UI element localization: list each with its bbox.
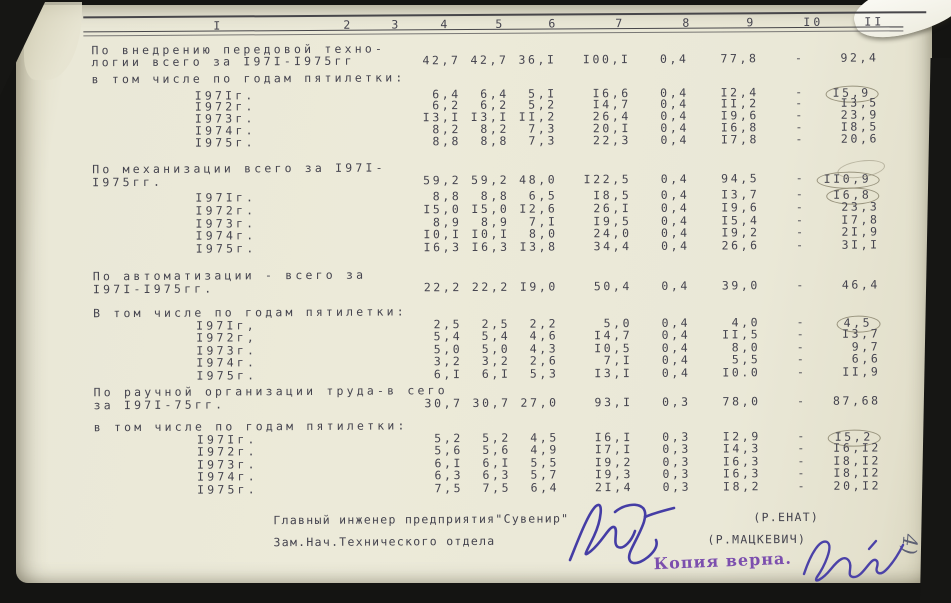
cell-value: 6,3 — [434, 468, 464, 483]
cell-value: I6,3 — [423, 240, 462, 255]
cell-value: 92,4 — [840, 50, 879, 65]
cell-value: 8,9 — [432, 214, 462, 229]
cell-value: I5,4 — [721, 212, 760, 228]
cell-value: 0,3 — [662, 429, 691, 444]
cell-value: 59,2 — [471, 172, 510, 187]
cell-value: 77,8 — [720, 51, 759, 66]
column-header: 7 — [615, 16, 626, 31]
cell-value: II,2 — [518, 109, 557, 124]
table-row — [0, 68, 950, 86]
row-label: I97Iг. — [194, 87, 256, 103]
column-header: 5 — [495, 16, 506, 31]
cell-value: I9,6 — [720, 108, 759, 123]
cell-value: 39,0 — [721, 278, 760, 293]
cell-value: - — [797, 465, 808, 481]
cell-value: I9,5 — [593, 213, 632, 228]
cell-value: 7,5 — [482, 480, 512, 495]
cell-value: 5,4 — [481, 328, 511, 343]
cell-value: 23,9 — [840, 107, 879, 122]
cell-value: - — [795, 96, 805, 111]
cell-value: 5,2 — [434, 430, 463, 445]
cell-value: 50,4 — [593, 279, 632, 294]
row-label: По внедрению передовой техно- — [91, 41, 386, 58]
cell-value: 8,2 — [480, 121, 509, 136]
cell-value: - — [796, 326, 807, 342]
cell-value: 5,0 — [433, 341, 463, 356]
cell-value: I3,I — [594, 365, 633, 380]
cell-value: 4,6 — [529, 328, 559, 343]
cell-value: I2,6 — [519, 201, 558, 216]
cell-value: 8,8 — [432, 189, 462, 204]
row-label: I97Iг, — [196, 317, 257, 333]
cell-value: 6,5 — [528, 188, 558, 203]
cell-value: 5,0 — [481, 341, 511, 356]
cell-value: 5,2 — [482, 430, 511, 445]
cell-value: - — [797, 440, 807, 456]
cell-value: I9,3 — [594, 467, 634, 482]
cell-value: - — [796, 339, 807, 354]
cell-value: - — [795, 199, 806, 214]
cell-value: - — [796, 364, 807, 379]
cell-value: I5,0 — [471, 201, 510, 216]
cell-value: I6,8 — [826, 187, 879, 204]
row-label: I975г. — [194, 134, 256, 150]
row-label: I975г. — [196, 367, 258, 383]
cell-value: 0,3 — [662, 394, 691, 409]
chief-engineer-name: (Р.ЕНАТ) — [753, 509, 820, 525]
cell-value: II,5 — [722, 327, 761, 342]
cell-value: 2I,9 — [841, 224, 880, 240]
column-header: II — [864, 14, 885, 29]
cell-value: 6,I — [481, 366, 511, 381]
cell-value: 6,4 — [480, 86, 509, 101]
row-label: I975г. — [195, 241, 257, 256]
row-label: I972г, — [196, 330, 258, 345]
cell-value: I5,9 — [826, 85, 879, 102]
cell-value: I22,5 — [583, 171, 632, 186]
cell-value: 5,I — [528, 85, 557, 101]
cell-value: 5,2 — [528, 97, 557, 112]
cell-value: 0,4 — [659, 51, 689, 66]
cell-value: I6,8 — [720, 120, 759, 135]
cell-value: 27,0 — [520, 395, 559, 410]
cell-value: I6,I — [594, 429, 633, 444]
cell-value: - — [796, 225, 806, 240]
cell-value: 4,5 — [530, 429, 559, 445]
deputy-head-name: (Р.МАЦКЕВИЧ) — [707, 531, 807, 547]
cell-value: - — [797, 478, 808, 493]
cell-value: 5,4 — [433, 329, 463, 344]
cell-value: - — [795, 131, 806, 146]
cell-value: 8,8 — [432, 133, 462, 148]
cell-value: 24,0 — [593, 226, 632, 241]
cell-value: 48,0 — [519, 171, 558, 187]
cell-value: - — [797, 453, 808, 468]
cell-value: 26,I — [593, 200, 632, 216]
cell-value: - — [795, 212, 806, 227]
cell-value: 46,4 — [841, 277, 880, 292]
column-header: I0 — [803, 14, 824, 29]
cell-value: 20,6 — [840, 131, 880, 146]
cell-value: I3,I — [422, 110, 461, 125]
cell-value: 0,3 — [662, 466, 692, 481]
cell-value: - — [797, 428, 807, 443]
cell-value: 20,I — [592, 120, 631, 136]
cell-value: 87,68 — [832, 393, 881, 408]
cell-value: 22,3 — [592, 132, 632, 147]
row-label: I97I-I975гг. — [92, 281, 215, 297]
column-header: 8 — [682, 15, 693, 30]
cell-value: 5,5 — [530, 454, 560, 470]
row-label: в том числе по годам пятилетки: — [93, 418, 408, 435]
cell-value: 6,I — [433, 366, 463, 381]
cell-value: 23,3 — [841, 199, 880, 214]
column-header: 9 — [746, 15, 757, 30]
column-header: 3 — [391, 17, 402, 32]
cell-value: 5,0 — [603, 315, 633, 330]
cell-value: 30,7 — [472, 395, 511, 410]
cell-value: 2I,4 — [594, 479, 634, 494]
cell-value: 4,5 — [837, 315, 881, 332]
column-header: 4 — [440, 17, 451, 32]
cell-value: 0,3 — [662, 479, 692, 494]
row-label: за I97I-75гг. — [93, 397, 226, 413]
chief-engineer-title: Главный инженер предприятия"Сувенир" — [273, 511, 570, 528]
cell-value: 8,9 — [480, 214, 510, 229]
cell-value: I3,7 — [721, 187, 760, 202]
cell-value: I3,7 — [842, 326, 881, 341]
cell-value: 30,7 — [424, 396, 463, 411]
cell-value: - — [797, 393, 807, 409]
cell-value: II,2 — [720, 96, 759, 111]
cell-value: 6,4 — [530, 479, 560, 495]
cell-value: I6,3 — [722, 466, 762, 481]
cell-value: II0,9 — [817, 171, 880, 188]
cell-value: I4,3 — [722, 441, 761, 456]
cell-value: 36,I — [518, 52, 557, 67]
row-label: I972г. — [194, 99, 256, 114]
cell-value: 8,0 — [528, 226, 558, 242]
cell-value: I9,2 — [594, 454, 634, 469]
cell-value: 6,2 — [432, 98, 461, 113]
cell-value: - — [795, 108, 805, 123]
row-label: I974г. — [197, 469, 258, 484]
cell-value: 94,5 — [721, 170, 760, 185]
cell-value: I8,I2 — [833, 465, 882, 480]
cell-value: 0,3 — [662, 454, 692, 469]
cell-value: 3,2 — [433, 354, 463, 369]
cell-value: 2,6 — [529, 353, 559, 368]
cell-value: II,9 — [842, 363, 881, 379]
handwritten-page-number: 4) — [896, 533, 923, 556]
cell-value: 0,4 — [660, 226, 690, 241]
cell-value: 0,4 — [661, 315, 691, 330]
column-header-row — [0, 0, 949, 33]
cell-value: I6,3 — [471, 239, 510, 255]
row-label: логии всего за I97I-I975гг — [91, 53, 355, 70]
cell-value: 9,7 — [851, 338, 881, 354]
cell-value: I4,7 — [592, 97, 631, 112]
cell-value: - — [795, 170, 806, 185]
cell-value: 7,I — [528, 214, 558, 229]
cell-value: 78,0 — [722, 394, 761, 409]
row-label: в том числе по годам пятилетки: — [91, 70, 406, 87]
cell-value: 3,2 — [481, 353, 511, 368]
copy-correct-stamp: Копия верна. — [653, 548, 793, 574]
cell-value: 5,7 — [530, 467, 560, 482]
cell-value: I8,2 — [722, 478, 762, 493]
cell-value: 26,6 — [721, 238, 760, 253]
cell-value: I9,6 — [721, 200, 760, 215]
cell-value: I3,5 — [840, 95, 879, 111]
deputy-head-title: Зам.Нач.Технического отдела — [273, 533, 496, 550]
cell-value: I8,I2 — [833, 452, 882, 468]
row-label: I973г. — [194, 111, 256, 126]
row-label: I972г. — [195, 203, 257, 218]
cell-value: - — [796, 314, 807, 329]
row-label: I973г. — [195, 215, 257, 231]
row-label: В том числе по годам пятилетки: — [93, 304, 407, 321]
cell-value: 0,4 — [661, 340, 691, 355]
cell-value: 4,9 — [530, 442, 559, 457]
cell-value: 7,5 — [434, 480, 464, 495]
cell-value: 6,3 — [482, 467, 512, 482]
cell-value: 0,4 — [660, 96, 689, 112]
cell-value: 2,2 — [529, 315, 559, 331]
cell-value: 6,6 — [851, 351, 881, 366]
cell-value: 0,4 — [661, 352, 691, 367]
cell-value: 59,2 — [423, 172, 462, 187]
cell-value: 22,2 — [471, 279, 510, 294]
cell-value: - — [795, 84, 805, 99]
cell-value: - — [796, 277, 806, 293]
row-label: I97Iг. — [195, 190, 257, 205]
cell-value: 5,6 — [482, 442, 511, 457]
cell-value: 0,4 — [661, 365, 691, 380]
cell-value: 0,4 — [660, 85, 689, 100]
row-label: По механизации всего за I97I- — [92, 160, 386, 177]
cell-value: - — [796, 238, 806, 253]
cell-value: I8,5 — [593, 188, 632, 203]
row-label: I975гг. — [92, 174, 164, 189]
cell-value: I3,I — [470, 109, 509, 125]
column-header: 6 — [548, 16, 559, 31]
cell-value: 0,4 — [660, 132, 690, 147]
cell-value: 8,0 — [731, 339, 761, 354]
cell-value: I5,2 — [828, 429, 881, 446]
cell-value: 0,4 — [660, 187, 690, 202]
cell-value: 0,3 — [662, 441, 691, 456]
cell-value: 7,3 — [528, 133, 558, 148]
cell-value: I4,7 — [594, 328, 633, 343]
cell-value: I5,0 — [423, 201, 462, 217]
row-label: I973г. — [196, 342, 258, 358]
cell-value: I6,6 — [592, 85, 631, 100]
cell-value: 0,4 — [660, 213, 690, 228]
cell-value: I0.0 — [722, 364, 761, 379]
column-header: 2 — [343, 17, 354, 32]
cell-value: I8,5 — [840, 119, 879, 134]
cell-value: 0,4 — [660, 171, 690, 186]
cell-value: 93,I — [594, 395, 633, 410]
cell-value: I6,I2 — [833, 440, 881, 455]
cell-value: - — [794, 50, 805, 65]
cell-value: 42,7 — [470, 52, 509, 67]
cell-value: I7,8 — [841, 212, 880, 227]
row-label: I975г. — [197, 481, 258, 497]
cell-value: 20,I2 — [833, 477, 882, 493]
cell-value: 0,4 — [660, 200, 690, 215]
cell-value: 5,6 — [434, 443, 463, 458]
cell-value: 34,4 — [593, 239, 632, 254]
row-label: По раучной организации труда-в сего — [93, 383, 448, 400]
cell-value: 8,8 — [480, 188, 510, 203]
cell-value: I9,0 — [519, 279, 558, 294]
cell-value: 6,I — [482, 455, 512, 470]
cell-value: 22,2 — [423, 280, 462, 295]
cell-value: 0,4 — [661, 238, 690, 254]
cell-value: I00,I — [582, 51, 631, 67]
cell-value: I6,3 — [722, 453, 762, 468]
cell-value: 42,7 — [422, 52, 461, 68]
cell-value: I0,5 — [594, 340, 633, 355]
cell-value: I2,9 — [722, 428, 761, 443]
cell-value: 0,4 — [660, 108, 689, 123]
cell-value: I2,4 — [720, 84, 759, 99]
cell-value: 0,4 — [660, 120, 689, 135]
row-label: I97Iг. — [196, 431, 258, 447]
cell-value: 8,8 — [480, 133, 510, 148]
cell-value: - — [795, 119, 805, 134]
cell-value: I7,8 — [720, 131, 760, 147]
cell-value: 5,5 — [731, 352, 761, 367]
cell-value: - — [795, 186, 806, 202]
row-label: I973г. — [196, 456, 258, 472]
cell-value: 6,2 — [480, 98, 509, 113]
cell-value: I3,8 — [519, 239, 558, 254]
row-label: I974г. — [196, 355, 258, 370]
cell-value: 0,4 — [661, 327, 691, 342]
cell-value: I0,I — [423, 227, 462, 242]
cell-value: 0,4 — [661, 278, 690, 293]
cell-value: 7,3 — [528, 121, 557, 136]
cell-value: 4,3 — [529, 340, 559, 356]
column-header: I — [213, 18, 224, 33]
cell-value: 26,4 — [592, 109, 631, 124]
cell-value: 4,0 — [731, 314, 761, 329]
cell-value: 6,I — [434, 455, 464, 470]
row-label: I974г. — [194, 123, 256, 138]
cell-value: 5,3 — [529, 365, 559, 381]
cell-value: 2,5 — [481, 316, 511, 331]
cell-value: 2,5 — [433, 316, 463, 331]
cell-value: 6,4 — [432, 86, 461, 101]
row-label: По автоматизации - всего за — [92, 267, 367, 284]
row-label: I974г. — [195, 228, 257, 244]
cell-value: I7,I — [594, 442, 633, 457]
cell-value: 3I,I — [841, 237, 880, 252]
row-label: I972г. — [196, 444, 258, 459]
cell-value: I0,I — [471, 227, 510, 242]
cell-value: - — [796, 351, 807, 367]
cell-value: 7,I — [603, 353, 633, 368]
cell-value: I9,2 — [721, 225, 760, 240]
cell-value: 8,2 — [432, 121, 461, 137]
